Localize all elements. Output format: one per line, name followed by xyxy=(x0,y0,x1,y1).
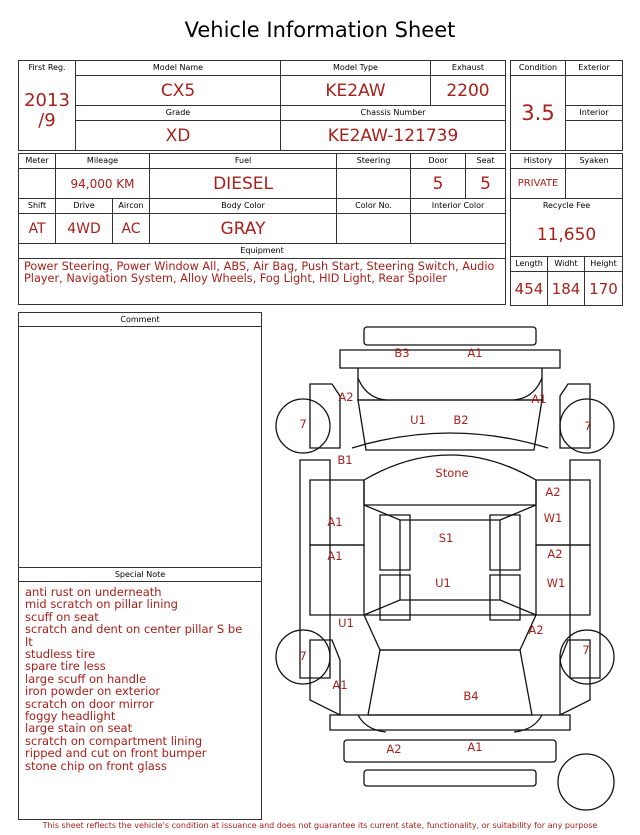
history-table xyxy=(510,153,623,306)
mark-roof-left: U1 xyxy=(410,413,426,427)
mark-right-front-door: A2 xyxy=(547,547,563,561)
special-note-item: ripped and cut on front bumper xyxy=(25,746,207,761)
history-value: PRIVATE xyxy=(511,169,566,199)
shift-label: Shift xyxy=(19,199,56,214)
mark-center-pillar: S1 xyxy=(438,531,454,545)
height-value: 170 xyxy=(585,272,623,306)
mark-rear-bumper-right: A1 xyxy=(467,346,483,360)
syaken-label: Syaken xyxy=(566,154,623,169)
front-lip-shape xyxy=(364,770,536,786)
mark-right-front-door-2: W1 xyxy=(546,576,566,590)
rear-panel-shape xyxy=(340,350,560,368)
car-damage-diagram xyxy=(270,320,625,820)
body-color-value: GRAY xyxy=(150,214,337,244)
mark-roof-right: B2 xyxy=(453,413,469,427)
length-label: Length xyxy=(511,257,548,272)
footer-disclaimer: This sheet reflects the vehicle's condition at issuance and does not guarantee its current state, functionality, or suitability for any purpose xyxy=(42,821,598,830)
front-right-tire-shape xyxy=(560,630,614,684)
special-note-item: iron powder on exterior xyxy=(25,684,161,699)
first-reg-label: First Reg. xyxy=(28,63,66,72)
left-rear-door-shape xyxy=(310,480,364,545)
fuel-label: Fuel xyxy=(150,154,337,169)
body-color-label: Body Color xyxy=(150,199,337,214)
special-note-item: scratch on door mirror xyxy=(25,696,154,711)
mark-front-right-tire: 7 xyxy=(582,643,590,657)
roof-shape xyxy=(358,400,542,450)
page-title: Vehicle Information Sheet xyxy=(184,18,456,42)
chassis-number-value: KE2AW-121739 xyxy=(281,121,506,151)
interior-value xyxy=(566,121,623,151)
recycle-fee-cell xyxy=(511,199,623,257)
comment-area xyxy=(19,327,261,567)
special-note-item: anti rust on underneath xyxy=(25,585,162,599)
interior-color-label: Interior Color xyxy=(411,199,506,214)
meter-value xyxy=(19,169,56,199)
mark-rear-right-fender: A1 xyxy=(531,392,547,406)
special-note-item: studless tire xyxy=(25,647,96,662)
color-no-label: Color No. xyxy=(337,199,411,214)
special-note-item: foggy headlight xyxy=(25,709,116,724)
special-note-item: scratch on compartment lining xyxy=(25,733,203,748)
mark-front-left-tire: 7 xyxy=(299,649,307,663)
equipment-label: Equipment xyxy=(19,244,506,259)
steering-value xyxy=(337,169,411,199)
roof-line xyxy=(352,433,548,448)
exhaust-label: Exhaust xyxy=(431,61,506,76)
mark-right-rear-door: A2 xyxy=(545,485,561,499)
mark-front-bumper-right: A1 xyxy=(467,740,483,754)
special-note-item: scratch and dent on center pillar S be xyxy=(25,622,243,637)
mark-left-front-door: A1 xyxy=(327,549,343,563)
height-label: Height xyxy=(585,257,623,272)
special-note-item: spare tire less xyxy=(25,659,106,674)
drive-label: Drive xyxy=(56,199,113,214)
color-no-value xyxy=(337,214,411,244)
model-type-label: Model Type xyxy=(281,61,431,76)
right-window-shape xyxy=(500,505,536,615)
rear-glass-shape xyxy=(364,455,536,505)
condition-value: 3.5 xyxy=(511,76,566,151)
mileage-value: 94,000 KM xyxy=(56,169,150,199)
steering-label: Steering xyxy=(337,154,411,169)
special-note-item: large stain on seat xyxy=(25,721,133,736)
left-side-rail xyxy=(300,460,330,678)
condition-label: Condition xyxy=(511,61,566,76)
trunk-left-curve xyxy=(358,378,386,400)
rear-bumper-shape xyxy=(364,327,536,345)
special-note-header: Special Note xyxy=(19,567,261,582)
model-type-value: KE2AW xyxy=(281,76,431,106)
interior-label: Interior xyxy=(566,106,623,121)
mark-rear-left-tire: 7 xyxy=(299,417,307,431)
drive-value: 4WD xyxy=(56,214,113,244)
mark-left-rear-door: A1 xyxy=(327,515,343,529)
exterior-label: Exterior xyxy=(566,61,623,76)
grade-label: Grade xyxy=(76,106,281,121)
special-note-list xyxy=(19,582,261,776)
recycle-fee-label: Recycle Fee xyxy=(542,201,591,210)
special-note-item: scuff on seat xyxy=(25,609,99,624)
condition-table xyxy=(510,60,623,151)
first-reg-month: /9 xyxy=(38,110,56,131)
rear-right-fender-shape xyxy=(560,384,590,448)
width-value: 184 xyxy=(548,272,585,306)
interior-color-value xyxy=(411,214,506,244)
first-reg-cell xyxy=(19,61,76,151)
aircon-value: AC xyxy=(113,214,150,244)
spare-tire-shape xyxy=(558,754,614,810)
first-reg-year: 2013 xyxy=(24,90,70,111)
model-name-value: CX5 xyxy=(76,76,281,106)
comment-header: Comment xyxy=(19,313,261,327)
chassis-number-label: Chassis Number xyxy=(281,106,506,121)
exterior-value xyxy=(566,76,623,106)
registration-table xyxy=(18,60,506,151)
width-label: Widht xyxy=(548,257,585,272)
door-label: Door xyxy=(411,154,466,169)
seat-label: Seat xyxy=(466,154,506,169)
left-inner-panel-a xyxy=(380,515,410,570)
fuel-value: DIESEL xyxy=(150,169,337,199)
mark-right-rear-door-2: W1 xyxy=(543,511,563,525)
mark-right-front-fender: A2 xyxy=(528,623,544,637)
mark-bonnet: B4 xyxy=(463,689,479,703)
seat-value: 5 xyxy=(466,169,506,199)
front-panel-shape xyxy=(330,715,570,730)
grade-value: XD xyxy=(76,121,281,151)
left-inner-panel-b xyxy=(380,575,410,620)
exhaust-value: 2200 xyxy=(431,76,506,106)
damage-marks xyxy=(299,346,591,756)
mark-front-bumper-left: A2 xyxy=(386,742,402,756)
front-bumper-shape xyxy=(344,740,556,762)
mark-rear-bumper-left: B3 xyxy=(394,346,410,360)
right-inner-panel-b xyxy=(490,575,520,620)
history-label: History xyxy=(511,154,566,169)
mark-glass: Stone xyxy=(435,466,469,480)
right-inner-panel-a xyxy=(490,515,520,570)
mark-rear-left-fender: A2 xyxy=(338,390,354,404)
model-name-label: Model Name xyxy=(76,61,281,76)
mark-rear-right-tire: 7 xyxy=(584,419,592,433)
special-note-item: lt xyxy=(25,634,33,649)
mark-front-left-corner: A1 xyxy=(332,678,348,692)
mark-hood: U1 xyxy=(435,576,451,590)
recycle-fee-value: 11,650 xyxy=(536,225,597,245)
mileage-label: Mileage xyxy=(56,154,150,169)
special-note-item: stone chip on front glass xyxy=(25,758,167,773)
car-outline xyxy=(276,327,614,810)
rear-left-fender-shape xyxy=(310,384,340,448)
hood-shape xyxy=(368,650,532,715)
aircon-label: Aircon xyxy=(113,199,150,214)
special-note-item: large scuff on handle xyxy=(25,671,147,686)
length-value: 454 xyxy=(511,272,548,306)
equipment-value: Power Steering, Power Window All, ABS, Air Bag, Push Start, Steering Switch, Audio Player, Navigation System, Alloy Wheels, Fog Light, HID Light, Rear Spoiler xyxy=(19,259,506,305)
shift-value: AT xyxy=(19,214,56,244)
mark-left-front-fender: U1 xyxy=(338,616,354,630)
mark-left-quarter: B1 xyxy=(337,453,353,467)
spec-table xyxy=(18,153,506,305)
left-window-shape xyxy=(364,505,400,615)
trunk-shape xyxy=(358,368,542,400)
comment-box xyxy=(18,312,262,820)
meter-label: Meter xyxy=(19,154,56,169)
door-value: 5 xyxy=(411,169,466,199)
syaken-value xyxy=(566,169,623,199)
special-note-item: mid scratch on pillar lining xyxy=(25,597,178,612)
